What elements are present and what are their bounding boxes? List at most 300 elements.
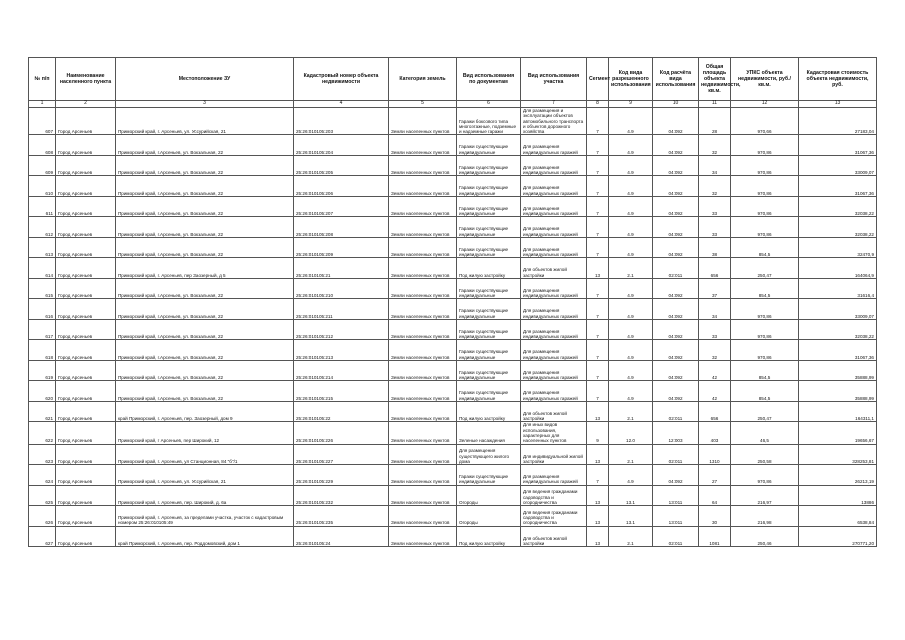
settlement-name: Город Арсеньев bbox=[56, 360, 116, 381]
specific-cadastral-value: 970,86 bbox=[731, 217, 799, 238]
table-row bbox=[29, 196, 877, 217]
segment: 13 bbox=[587, 526, 609, 547]
settlement-name: Город Арсеньев bbox=[56, 319, 116, 340]
actual-use: Для размещения индивидуальных гаражей bbox=[521, 217, 587, 238]
total-area: 33 bbox=[699, 196, 731, 217]
column-header: Кадастровая стоимость объекта недвижимости, руб. bbox=[799, 58, 877, 101]
column-number: 4 bbox=[294, 101, 389, 108]
land-category: Земли населенных пунктов bbox=[389, 526, 457, 547]
permitted-use-code: 4.9 bbox=[609, 319, 653, 340]
column-header: Наименование населенного пункта bbox=[56, 58, 116, 101]
calc-use-code: 13:011 bbox=[653, 506, 699, 527]
settlement-name: Город Арсеньев bbox=[56, 108, 116, 135]
cadastral-value: 32038,22 bbox=[799, 319, 877, 340]
row-number: 623 bbox=[29, 444, 56, 465]
calc-use-code: 04:092 bbox=[653, 278, 699, 299]
actual-use: Для размещения индивидуальных гаражей bbox=[521, 237, 587, 258]
cadastral-value: 164311,1 bbox=[799, 401, 877, 422]
land-category: Земли населенных пунктов bbox=[389, 217, 457, 238]
cadastral-number: 25:26:010105:210 bbox=[294, 278, 389, 299]
documented-use: Гаражи существующие индивидуальные bbox=[457, 360, 521, 381]
segment: 7 bbox=[587, 155, 609, 176]
table-header-row bbox=[29, 58, 877, 101]
cadastral-number: 25:26:010105:211 bbox=[294, 299, 389, 320]
documented-use: Гаражи существующие индивидуальные bbox=[457, 465, 521, 486]
actual-use: Для индивидуальной жилой застройки bbox=[521, 444, 587, 465]
actual-use: Для размещения индивидуальных гаражей bbox=[521, 299, 587, 320]
calc-use-code: 02:011 bbox=[653, 258, 699, 279]
land-location: Приморский край, г.Арсеньев, ул. Вокзальная, 22 bbox=[116, 217, 294, 238]
settlement-name: Город Арсеньев bbox=[56, 135, 116, 156]
row-number: 618 bbox=[29, 340, 56, 361]
specific-cadastral-value: 46,5 bbox=[731, 422, 799, 444]
land-location: Приморский край, г.Арсеньев, ул. Вокзальная, 22 bbox=[116, 278, 294, 299]
segment: 7 bbox=[587, 360, 609, 381]
permitted-use-code: 4.9 bbox=[609, 217, 653, 238]
column-header: Кадастровый номер объекта недвижимости bbox=[294, 58, 389, 101]
calc-use-code: 02:011 bbox=[653, 401, 699, 422]
documented-use: Под жилую застройку bbox=[457, 526, 521, 547]
row-number: 607 bbox=[29, 108, 56, 135]
documented-use: Под жилую застройку bbox=[457, 401, 521, 422]
specific-cadastral-value: 970,86 bbox=[731, 319, 799, 340]
cadastral-number: 25:26:010105:213 bbox=[294, 340, 389, 361]
permitted-use-code: 2.1 bbox=[609, 526, 653, 547]
land-location: Приморский край, г.Арсеньев, ул. Вокзальная, 22 bbox=[116, 381, 294, 402]
documented-use: Огороды bbox=[457, 485, 521, 506]
calc-use-code: 04:092 bbox=[653, 135, 699, 156]
cadastral-number: 25:26:010105:21 bbox=[294, 258, 389, 279]
permitted-use-code: 12.0 bbox=[609, 422, 653, 444]
column-number: 13 bbox=[799, 101, 877, 108]
specific-cadastral-value: 854,5 bbox=[731, 360, 799, 381]
row-number: 625 bbox=[29, 485, 56, 506]
land-category: Земли населенных пунктов bbox=[389, 340, 457, 361]
cadastral-number: 25:26:010105:232 bbox=[294, 485, 389, 506]
permitted-use-code: 4.9 bbox=[609, 135, 653, 156]
calc-use-code: 02:011 bbox=[653, 444, 699, 465]
land-category: Земли населенных пунктов bbox=[389, 155, 457, 176]
cadastral-number: 25:26:010105:207 bbox=[294, 196, 389, 217]
documented-use: Гаражи существующие индивидуальные bbox=[457, 135, 521, 156]
row-number: 627 bbox=[29, 526, 56, 547]
land-location: Приморский край, г. Арсеньев, пер. Широкий, д. 6а bbox=[116, 485, 294, 506]
table-row bbox=[29, 360, 877, 381]
row-number: 620 bbox=[29, 381, 56, 402]
row-number: 611 bbox=[29, 196, 56, 217]
documented-use: Для размещения существующего жилого дома bbox=[457, 444, 521, 465]
column-header: Местоположение ЗУ bbox=[116, 58, 294, 101]
calc-use-code: 04:092 bbox=[653, 108, 699, 135]
specific-cadastral-value: 854,5 bbox=[731, 381, 799, 402]
actual-use: Для ведения гражданами садоводства и огородничества bbox=[521, 485, 587, 506]
cadastral-number: 25:26:010105:203 bbox=[294, 108, 389, 135]
column-number: 3 bbox=[116, 101, 294, 108]
table-row bbox=[29, 444, 877, 465]
row-number: 613 bbox=[29, 237, 56, 258]
cadastral-value: 13886 bbox=[799, 485, 877, 506]
land-location: Приморский край, г. Арсеньев, за пределами участка, участок с кадастровым номером 25:26:010105:49 bbox=[116, 506, 294, 527]
segment: 13 bbox=[587, 506, 609, 527]
land-category: Земли населенных пунктов bbox=[389, 360, 457, 381]
permitted-use-code: 4.9 bbox=[609, 381, 653, 402]
total-area: 37 bbox=[699, 278, 731, 299]
documented-use: Гаражи боксового типа многоэтажные, подземные и надземные гаражи bbox=[457, 108, 521, 135]
land-category: Земли населенных пунктов bbox=[389, 237, 457, 258]
permitted-use-code: 4.9 bbox=[609, 278, 653, 299]
specific-cadastral-value: 250,46 bbox=[731, 526, 799, 547]
documented-use: Гаражи существующие индивидуальные bbox=[457, 381, 521, 402]
cadastral-value: 26213,19 bbox=[799, 465, 877, 486]
land-location: Приморский край, г. Арсеньев, пер Заозерный, д 5 bbox=[116, 258, 294, 279]
total-area: 34 bbox=[699, 299, 731, 320]
calc-use-code: 04:092 bbox=[653, 237, 699, 258]
cadastral-number: 25:26:010105:206 bbox=[294, 176, 389, 197]
settlement-name: Город Арсеньев bbox=[56, 196, 116, 217]
table-row bbox=[29, 278, 877, 299]
total-area: 33 bbox=[699, 217, 731, 238]
table-row bbox=[29, 526, 877, 547]
row-number: 626 bbox=[29, 506, 56, 527]
cadastral-value: 35888,99 bbox=[799, 360, 877, 381]
permitted-use-code: 4.9 bbox=[609, 237, 653, 258]
segment: 7 bbox=[587, 465, 609, 486]
documented-use: Гаражи существующие индивидуальные bbox=[457, 278, 521, 299]
calc-use-code: 04:092 bbox=[653, 155, 699, 176]
land-location: Приморский край, г.Арсеньев, ул. Вокзальная, 22 bbox=[116, 135, 294, 156]
total-area: 1081 bbox=[699, 526, 731, 547]
actual-use: Для размещения индивидуальных гаражей bbox=[521, 278, 587, 299]
cadastral-number: 25:26:010105:204 bbox=[294, 135, 389, 156]
cadastral-number: 25:26:010105:24 bbox=[294, 526, 389, 547]
total-area: 1310 bbox=[699, 444, 731, 465]
calc-use-code: 12:003 bbox=[653, 422, 699, 444]
documented-use: Гаражи существующие индивидуальные bbox=[457, 319, 521, 340]
column-header: Общая площадь объекта недвижимости, кв.м. bbox=[699, 58, 731, 101]
table-row bbox=[29, 401, 877, 422]
segment: 13 bbox=[587, 444, 609, 465]
total-area: 30 bbox=[699, 506, 731, 527]
specific-cadastral-value: 250,47 bbox=[731, 401, 799, 422]
cadastral-value: 32038,22 bbox=[799, 217, 877, 238]
total-area: 32 bbox=[699, 340, 731, 361]
land-location: Приморский край, г. Арсеньев, ул. Уссурийская, 21 bbox=[116, 108, 294, 135]
calc-use-code: 04:092 bbox=[653, 299, 699, 320]
table-row bbox=[29, 135, 877, 156]
specific-cadastral-value: 970,66 bbox=[731, 108, 799, 135]
actual-use: Для размещения индивидуальных гаражей bbox=[521, 135, 587, 156]
land-location: край Приморский, г. Арсеньев, пер. Роддомовский, дом 1 bbox=[116, 526, 294, 547]
settlement-name: Город Арсеньев bbox=[56, 176, 116, 197]
segment: 7 bbox=[587, 299, 609, 320]
documented-use: Зеленые насаждения bbox=[457, 422, 521, 444]
cadastral-value: 33009,07 bbox=[799, 299, 877, 320]
total-area: 38 bbox=[699, 237, 731, 258]
table-row bbox=[29, 155, 877, 176]
table-row bbox=[29, 506, 877, 527]
column-header: Вид использования участка bbox=[521, 58, 587, 101]
permitted-use-code: 4.9 bbox=[609, 360, 653, 381]
permitted-use-code: 2.1 bbox=[609, 401, 653, 422]
column-header: Категория земель bbox=[389, 58, 457, 101]
column-header: Вид использования по документам bbox=[457, 58, 521, 101]
cadastral-value: 19656,67 bbox=[799, 422, 877, 444]
documented-use: Гаражи существующие индивидуальные bbox=[457, 237, 521, 258]
segment: 7 bbox=[587, 278, 609, 299]
column-number: 1 bbox=[29, 101, 56, 108]
documented-use: Огороды bbox=[457, 506, 521, 527]
land-category: Земли населенных пунктов bbox=[389, 444, 457, 465]
segment: 13 bbox=[587, 401, 609, 422]
column-header: Код расчёта вида использования bbox=[653, 58, 699, 101]
table-row bbox=[29, 176, 877, 197]
settlement-name: Город Арсеньев bbox=[56, 506, 116, 527]
specific-cadastral-value: 216,98 bbox=[731, 506, 799, 527]
specific-cadastral-value: 970,86 bbox=[731, 340, 799, 361]
row-number: 619 bbox=[29, 360, 56, 381]
specific-cadastral-value: 970,86 bbox=[731, 155, 799, 176]
table-row bbox=[29, 422, 877, 444]
land-location: Приморский край, г.Арсеньев, ул. Вокзальная, 22 bbox=[116, 299, 294, 320]
cadastral-number: 25:26:010105:208 bbox=[294, 217, 389, 238]
segment: 7 bbox=[587, 217, 609, 238]
table-row bbox=[29, 485, 877, 506]
table-row bbox=[29, 108, 877, 135]
actual-use: Для размещения индивидуальных гаражей bbox=[521, 155, 587, 176]
specific-cadastral-value: 250,47 bbox=[731, 258, 799, 279]
documented-use: Под жилую застройку bbox=[457, 258, 521, 279]
settlement-name: Город Арсеньев bbox=[56, 278, 116, 299]
cadastral-number: 25:26:010105:212 bbox=[294, 319, 389, 340]
column-number: 9 bbox=[609, 101, 653, 108]
permitted-use-code: 4.9 bbox=[609, 108, 653, 135]
settlement-name: Город Арсеньев bbox=[56, 258, 116, 279]
settlement-name: Город Арсеньев bbox=[56, 340, 116, 361]
column-header: УПКС объекта недвижимости, руб./кв.м. bbox=[731, 58, 799, 101]
segment: 7 bbox=[587, 135, 609, 156]
actual-use: Для размещения индивидуальных гаражей bbox=[521, 196, 587, 217]
column-number: 5 bbox=[389, 101, 457, 108]
land-category: Земли населенных пунктов bbox=[389, 135, 457, 156]
row-number: 616 bbox=[29, 299, 56, 320]
land-category: Земли населенных пунктов bbox=[389, 319, 457, 340]
specific-cadastral-value: 854,5 bbox=[731, 278, 799, 299]
segment: 9 bbox=[587, 422, 609, 444]
column-header: № п/п bbox=[29, 58, 56, 101]
cadastral-value: 6538,84 bbox=[799, 506, 877, 527]
segment: 7 bbox=[587, 340, 609, 361]
cadastral-value: 164064,9 bbox=[799, 258, 877, 279]
total-area: 64 bbox=[699, 485, 731, 506]
land-location: Приморский край, г. Арсеньев, ул. Уссурийская, 21 bbox=[116, 465, 294, 486]
land-category: Земли населенных пунктов bbox=[389, 108, 457, 135]
cadastral-number: 25:26:010105:209 bbox=[294, 237, 389, 258]
permitted-use-code: 13.1 bbox=[609, 485, 653, 506]
column-number-row bbox=[29, 101, 877, 108]
specific-cadastral-value: 854,5 bbox=[731, 237, 799, 258]
land-location: Приморский край, г.Арсеньев, ул. Вокзальная, 22 bbox=[116, 360, 294, 381]
row-number: 609 bbox=[29, 155, 56, 176]
total-area: 33 bbox=[699, 319, 731, 340]
column-number: 2 bbox=[56, 101, 116, 108]
actual-use: Для объектов жилой застройки bbox=[521, 401, 587, 422]
land-category: Земли населенных пунктов bbox=[389, 381, 457, 402]
land-location: край Приморский, г. Арсеньев, пер. Заозерный, дом 9 bbox=[116, 401, 294, 422]
settlement-name: Город Арсеньев bbox=[56, 526, 116, 547]
actual-use: Для ведения гражданами садоводства и огородничества bbox=[521, 506, 587, 527]
settlement-name: Город Арсеньев bbox=[56, 381, 116, 402]
column-number: 8 bbox=[587, 101, 609, 108]
actual-use: Для размещения и эксплуатации объектов автомобильного транспорта и объектов дорожного хозяйства bbox=[521, 108, 587, 135]
calc-use-code: 02:011 bbox=[653, 526, 699, 547]
land-location: Приморский край, г.Арсеньев, ул. Вокзальная, 22 bbox=[116, 237, 294, 258]
column-number: 12 bbox=[731, 101, 799, 108]
permitted-use-code: 4.9 bbox=[609, 196, 653, 217]
permitted-use-code: 13.1 bbox=[609, 506, 653, 527]
settlement-name: Город Арсеньев bbox=[56, 299, 116, 320]
row-number: 622 bbox=[29, 422, 56, 444]
cadastral-value: 32038,22 bbox=[799, 196, 877, 217]
actual-use: Для размещения индивидуальных гаражей bbox=[521, 360, 587, 381]
segment: 7 bbox=[587, 381, 609, 402]
land-location: Приморский край, г.Арсеньев, ул. Вокзальная, 22 bbox=[116, 340, 294, 361]
permitted-use-code: 2.1 bbox=[609, 444, 653, 465]
table-body bbox=[29, 108, 877, 547]
row-number: 617 bbox=[29, 319, 56, 340]
specific-cadastral-value: 216,97 bbox=[731, 485, 799, 506]
calc-use-code: 04:092 bbox=[653, 319, 699, 340]
calc-use-code: 04:092 bbox=[653, 217, 699, 238]
permitted-use-code: 4.9 bbox=[609, 340, 653, 361]
specific-cadastral-value: 970,86 bbox=[731, 135, 799, 156]
permitted-use-code: 4.9 bbox=[609, 155, 653, 176]
actual-use: Для иных видов использования, характерных для населенных пунктов bbox=[521, 422, 587, 444]
land-location: Приморский край, г.Арсеньев, ул. Вокзальная, 22 bbox=[116, 319, 294, 340]
cadastral-value: 31067,36 bbox=[799, 135, 877, 156]
permitted-use-code: 4.9 bbox=[609, 465, 653, 486]
calc-use-code: 04:092 bbox=[653, 465, 699, 486]
cadastral-value-table bbox=[28, 57, 877, 547]
total-area: 34 bbox=[699, 155, 731, 176]
total-area: 42 bbox=[699, 381, 731, 402]
table-row bbox=[29, 299, 877, 320]
column-header: Сегмент bbox=[587, 58, 609, 101]
permitted-use-code: 4.9 bbox=[609, 299, 653, 320]
segment: 13 bbox=[587, 258, 609, 279]
column-header: Код вида разрешенного использования bbox=[609, 58, 653, 101]
table-row bbox=[29, 258, 877, 279]
row-number: 610 bbox=[29, 176, 56, 197]
actual-use: Для размещения индивидуальных гаражей bbox=[521, 381, 587, 402]
settlement-name: Город Арсеньев bbox=[56, 465, 116, 486]
permitted-use-code: 4.9 bbox=[609, 176, 653, 197]
documented-use: Гаражи существующие индивидуальные bbox=[457, 340, 521, 361]
documented-use: Гаражи существующие индивидуальные bbox=[457, 196, 521, 217]
table-row bbox=[29, 237, 877, 258]
cadastral-value: 31616,4 bbox=[799, 278, 877, 299]
segment: 7 bbox=[587, 237, 609, 258]
table-row bbox=[29, 217, 877, 238]
cadastral-value: 270771,20 bbox=[799, 526, 877, 547]
actual-use: Для объектов жилой застройки bbox=[521, 258, 587, 279]
table-row bbox=[29, 465, 877, 486]
settlement-name: Город Арсеньев bbox=[56, 237, 116, 258]
calc-use-code: 04:092 bbox=[653, 360, 699, 381]
cadastral-value: 35888,99 bbox=[799, 381, 877, 402]
cadastral-number: 25:26:010105:205 bbox=[294, 155, 389, 176]
cadastral-number: 25:26:010105:214 bbox=[294, 360, 389, 381]
land-category: Земли населенных пунктов bbox=[389, 176, 457, 197]
land-category: Земли населенных пунктов bbox=[389, 299, 457, 320]
cadastral-number: 25:26:010105:226 bbox=[294, 422, 389, 444]
documented-use: Гаражи существующие индивидуальные bbox=[457, 176, 521, 197]
settlement-name: Город Арсеньев bbox=[56, 217, 116, 238]
column-number: 7 bbox=[521, 101, 587, 108]
segment: 7 bbox=[587, 196, 609, 217]
segment: 13 bbox=[587, 485, 609, 506]
total-area: 656 bbox=[699, 401, 731, 422]
cadastral-value: 32470,9 bbox=[799, 237, 877, 258]
actual-use: Для размещения индивидуальных гаражей bbox=[521, 319, 587, 340]
column-number: 10 bbox=[653, 101, 699, 108]
total-area: 28 bbox=[699, 108, 731, 135]
cadastral-table-sheet bbox=[28, 57, 876, 547]
actual-use: Для размещения индивидуальных гаражей bbox=[521, 340, 587, 361]
land-category: Земли населенных пунктов bbox=[389, 506, 457, 527]
cadastral-number: 25:26:010105:22 bbox=[294, 401, 389, 422]
segment: 7 bbox=[587, 176, 609, 197]
calc-use-code: 04:092 bbox=[653, 196, 699, 217]
land-category: Земли населенных пунктов bbox=[389, 258, 457, 279]
actual-use: Для объектов жилой застройки bbox=[521, 526, 587, 547]
column-number: 11 bbox=[699, 101, 731, 108]
documented-use: Гаражи существующие индивидуальные bbox=[457, 155, 521, 176]
land-category: Земли населенных пунктов bbox=[389, 278, 457, 299]
segment: 7 bbox=[587, 108, 609, 135]
actual-use: Для размещения индивидуальных гаражей bbox=[521, 176, 587, 197]
cadastral-value: 33009,07 bbox=[799, 155, 877, 176]
total-area: 27 bbox=[699, 465, 731, 486]
cadastral-number: 25:26:010105:229 bbox=[294, 465, 389, 486]
documented-use: Гаражи существующие индивидуальные bbox=[457, 299, 521, 320]
total-area: 403 bbox=[699, 422, 731, 444]
land-location: Приморский край, г.Арсеньев, ул. Вокзальная, 22 bbox=[116, 176, 294, 197]
settlement-name: Город Арсеньев bbox=[56, 444, 116, 465]
land-location: Приморский край, г. Арсеньев, ул Станционная, 84 "б"/1 bbox=[116, 444, 294, 465]
cadastral-number: 25:26:010105:227 bbox=[294, 444, 389, 465]
table-row bbox=[29, 340, 877, 361]
column-number: 6 bbox=[457, 101, 521, 108]
cadastral-value: 31067,36 bbox=[799, 340, 877, 361]
total-area: 32 bbox=[699, 176, 731, 197]
documented-use: Гаражи существующие индивидуальные bbox=[457, 217, 521, 238]
land-location: Приморский край, г.Арсеньев, ул. Вокзальная, 22 bbox=[116, 196, 294, 217]
calc-use-code: 04:092 bbox=[653, 340, 699, 361]
specific-cadastral-value: 250,58 bbox=[731, 444, 799, 465]
specific-cadastral-value: 970,86 bbox=[731, 196, 799, 217]
row-number: 612 bbox=[29, 217, 56, 238]
land-category: Земли населенных пунктов bbox=[389, 196, 457, 217]
land-category: Земли населенных пунктов bbox=[389, 401, 457, 422]
total-area: 32 bbox=[699, 135, 731, 156]
row-number: 621 bbox=[29, 401, 56, 422]
settlement-name: Город Арсеньев bbox=[56, 422, 116, 444]
specific-cadastral-value: 970,86 bbox=[731, 299, 799, 320]
calc-use-code: 04:092 bbox=[653, 381, 699, 402]
table-row bbox=[29, 319, 877, 340]
cadastral-value: 31067,36 bbox=[799, 176, 877, 197]
land-category: Земли населенных пунктов bbox=[389, 485, 457, 506]
